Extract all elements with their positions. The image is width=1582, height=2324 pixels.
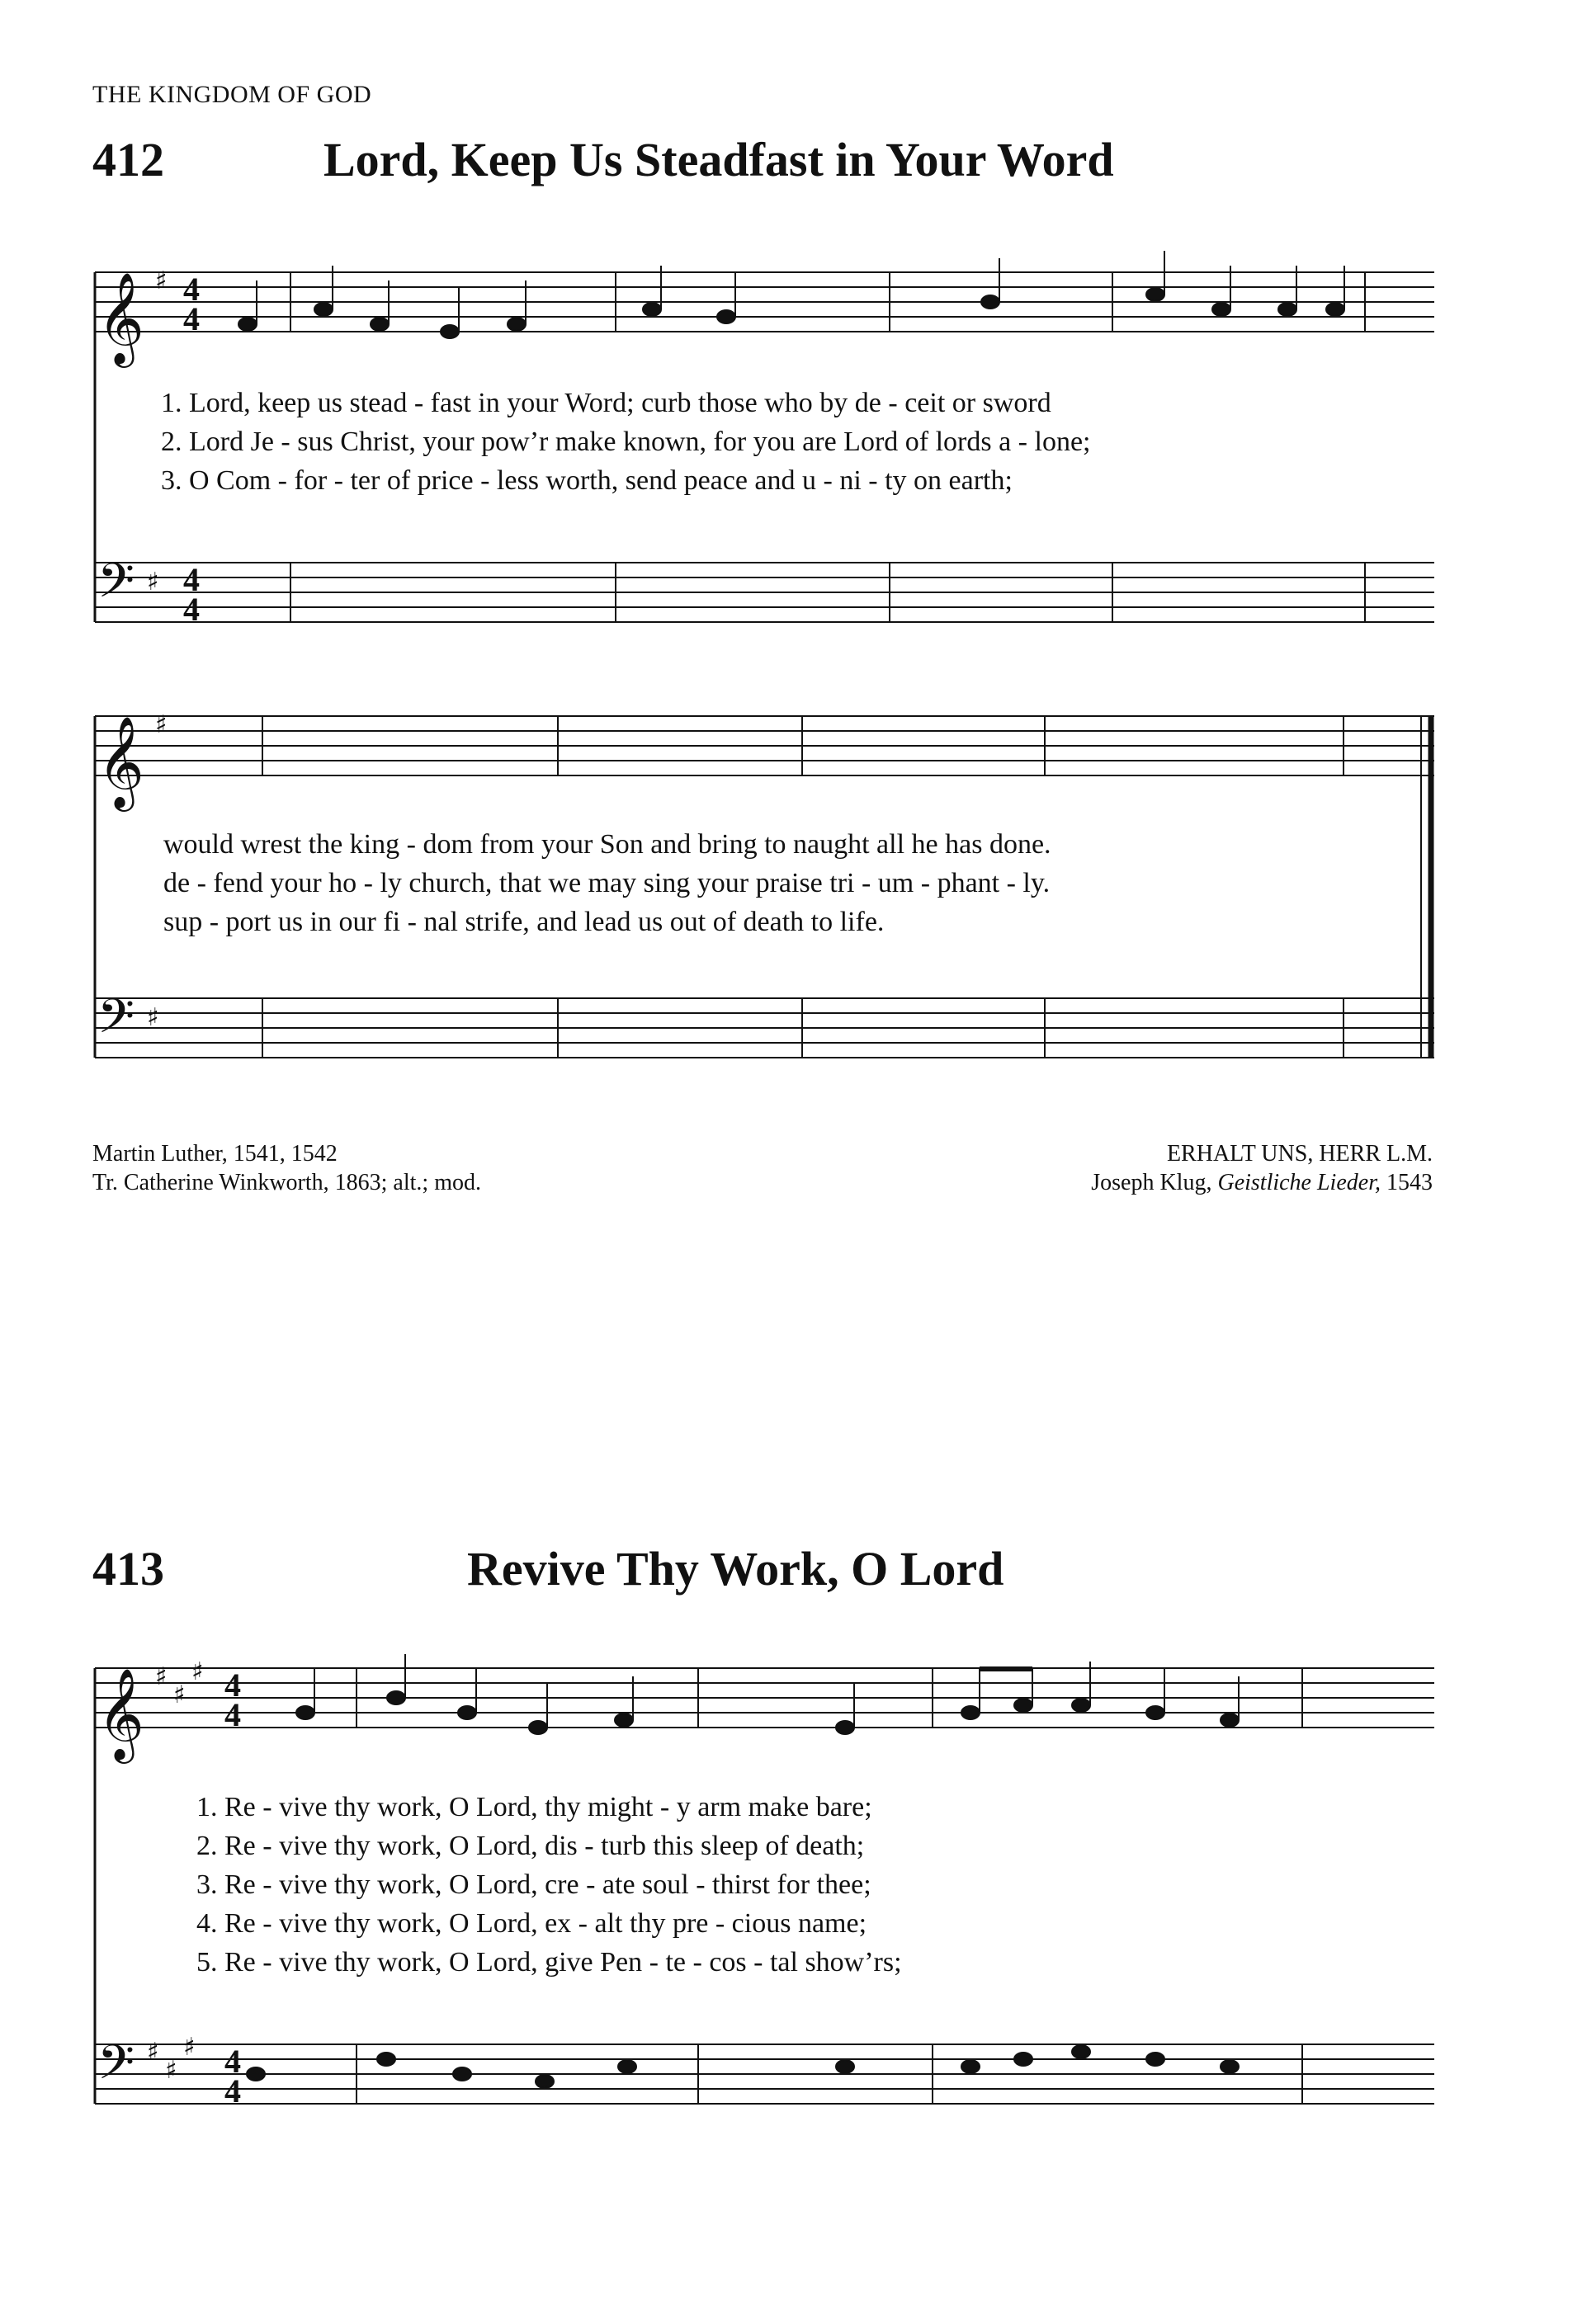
lyric-line: 4. Re - vive thy work, O Lord, ex - alt thy pre - cious name; — [196, 1908, 867, 1939]
lyric-line: 1. Re - vive thy work, O Lord, thy might - y arm make bare; — [196, 1792, 872, 1822]
treble-clef-icon: 𝄞 — [97, 271, 144, 364]
svg-text:4: 4 — [183, 271, 200, 308]
lyric-line: sup - port us in our fi - nal strife, and lead us out of death to life. — [163, 907, 885, 937]
svg-text:4: 4 — [224, 2043, 241, 2080]
hymn-title: Lord, Keep Us Steadfast in Your Word — [323, 133, 1114, 186]
staff-412-s2-treble — [95, 716, 1434, 775]
svg-text:♯: ♯ — [147, 1003, 159, 1032]
lyric-line: 5. Re - vive thy work, O Lord, give Pen - te - cos - tal show’rs; — [196, 1947, 902, 1978]
credit-author: Martin Luther, 1541, 1542 — [92, 1141, 338, 1167]
svg-text:♯: ♯ — [165, 2056, 177, 2085]
svg-text:♯: ♯ — [155, 266, 168, 295]
lyric-line: 2. Re - vive thy work, O Lord, dis - turb this sleep of death; — [196, 1831, 865, 1861]
svg-text:♯: ♯ — [183, 2033, 196, 2062]
staff-412-s1-treble — [95, 272, 1434, 332]
svg-text:♯: ♯ — [147, 2038, 159, 2067]
bass-clef-icon: 𝄢 — [97, 553, 135, 620]
svg-text:4: 4 — [183, 561, 200, 598]
section-header: THE KINGDOM OF GOD — [92, 81, 372, 108]
bass-clef-icon: 𝄢 — [97, 2034, 135, 2102]
lyric-line: de - fend your ho - ly church, that we may sing your praise tri - um - phant - ly. — [163, 868, 1051, 898]
lyric-line: 2. Lord Je - sus Christ, your pow’r make known, for you are Lord of lords a - lone; — [161, 427, 1091, 457]
svg-text:4: 4 — [183, 300, 200, 337]
staff-412-s2-bass — [95, 998, 1434, 1058]
svg-text:♯: ♯ — [173, 1681, 186, 1709]
lyric-line: 3. Re - vive thy work, O Lord, cre - ate soul - thirst for thee; — [196, 1869, 871, 1900]
svg-text:4: 4 — [224, 1666, 241, 1704]
bass-clef-icon: 𝄢 — [97, 988, 135, 1056]
lyric-line: 1. Lord, keep us stead - fast in your Word; curb those who by de - ceit or sword — [161, 388, 1051, 418]
staff-412-s1-bass — [95, 563, 1434, 622]
svg-text:4: 4 — [183, 591, 200, 628]
staff-413-s1-bass — [95, 2044, 1434, 2104]
hymn-title: Revive Thy Work, O Lord — [467, 1542, 1004, 1596]
svg-text:4: 4 — [224, 2072, 241, 2110]
svg-text:♯: ♯ — [191, 1657, 204, 1686]
lyric-line: 3. O Com - for - ter of price - less worth, send peace and u - ni - ty on earth; — [161, 465, 1013, 496]
lyric-line: would wrest the king - dom from your Son and bring to naught all he has done. — [163, 829, 1051, 860]
svg-text:♯: ♯ — [147, 568, 159, 596]
credit-tune: ERHALT UNS, HERR L.M. — [1166, 1141, 1433, 1167]
hymn-number: 413 — [92, 1542, 164, 1596]
svg-text:♯: ♯ — [155, 1662, 168, 1691]
hymn-number: 412 — [92, 133, 164, 186]
treble-clef-icon: 𝄞 — [97, 715, 144, 808]
treble-clef-icon: 𝄞 — [97, 1667, 144, 1760]
credit-translator: Tr. Catherine Winkworth, 1863; alt.; mod. — [92, 1170, 481, 1195]
svg-text:4: 4 — [224, 1696, 241, 1733]
credit-composer: Joseph Klug, Geistliche Lieder, 1543 — [1091, 1170, 1433, 1195]
svg-text:♯: ♯ — [155, 710, 168, 739]
